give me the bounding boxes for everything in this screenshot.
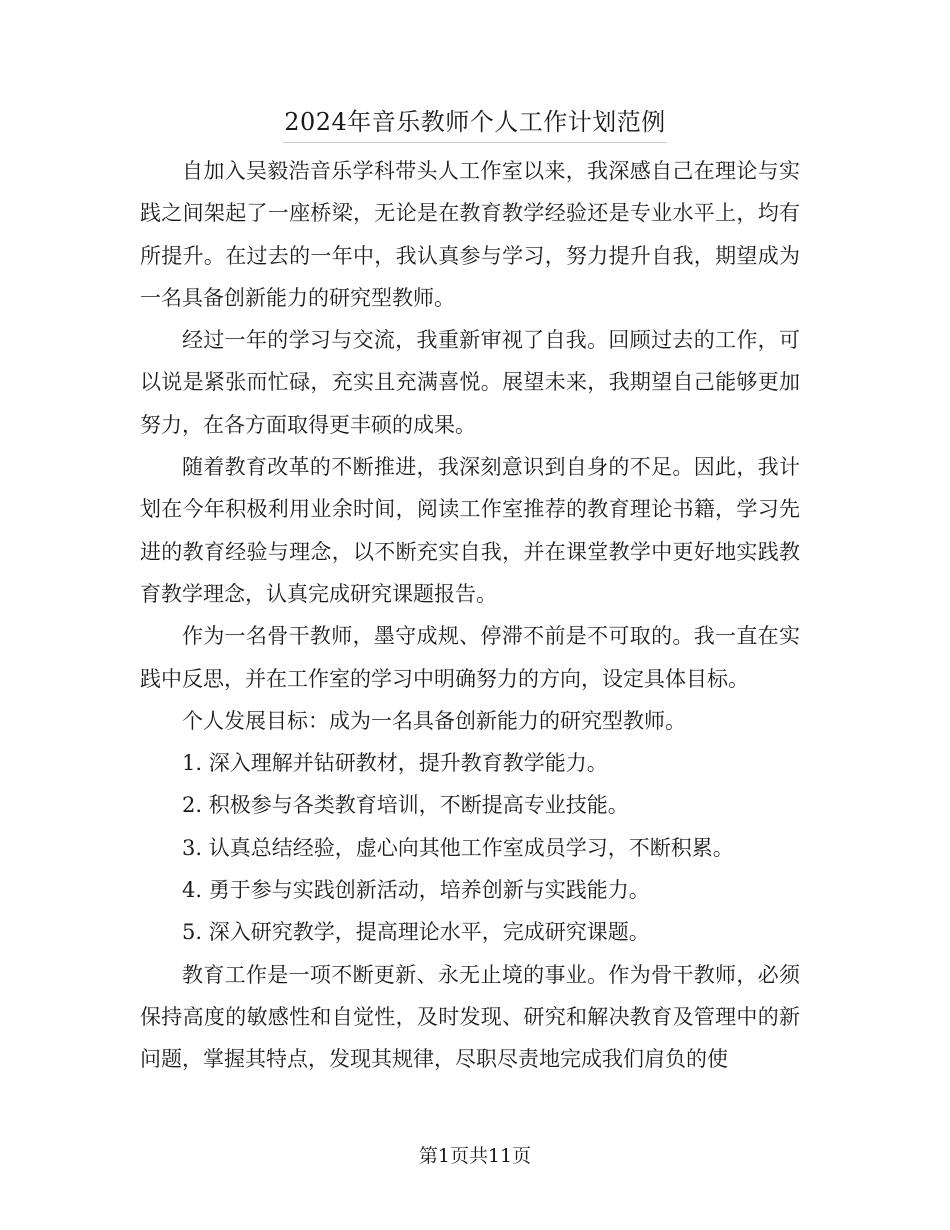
paragraph: 作为一名骨干教师，墨守成规、停滞不前是不可取的。我一直在实践中反思，并在工作室的学习中明确努力的方向，设定具体目标。 [140, 624, 800, 691]
document-body [140, 150, 800, 1081]
paragraph: 自加入吴毅浩音乐学科带头人工作室以来，我深感自己在理论与实践之间架起了一座桥梁，无论是在教育教学经验还是专业水平上，均有所提升。在过去的一年中，我认真参与学习，努力提升自我，期望成为一名具备创新能力的研究型教师。 [140, 159, 800, 310]
paragraph: 随着教育改革的不断推进，我深刻意识到自身的不足。因此，我计划在今年积极利用业余时间，阅读工作室推荐的教育理论书籍，学习先进的教育经验与理念，以不断充实自我，并在课堂教学中更好地实践教育教学理念，认真完成研究课题报告。 [140, 455, 800, 606]
goal-list-item: 5. 深入研究教学，提高理论水平，完成研究课题。 [182, 920, 650, 945]
title-underline [283, 142, 667, 143]
page-indicator: 第1页共11页 [418, 1145, 532, 1167]
goal-list-item: 3. 认真总结经验，虚心向其他工作室成员学习，不断积累。 [182, 835, 734, 860]
paragraph: 经过一年的学习与交流，我重新审视了自我。回顾过去的工作，可以说是紧张而忙碌，充实且充满喜悦。展望未来，我期望自己能够更加努力，在各方面取得更丰硕的成果。 [140, 328, 800, 437]
goal-list-item: 2. 积极参与各类教育培训，不断提高专业技能。 [182, 793, 629, 818]
paragraph: 个人发展目标：成为一名具备创新能力的研究型教师。 [182, 708, 686, 733]
goal-list-item: 4. 勇于参与实践创新活动，培养创新与实践能力。 [182, 878, 650, 903]
document-title: 2024年音乐教师个人工作计划范例 [284, 108, 666, 136]
goal-list-item: 1. 深入理解并钻研教材，提升教育教学能力。 [182, 751, 608, 776]
paragraph: 教育工作是一项不断更新、永无止境的事业。作为骨干教师，必须保持高度的敏感性和自觉性，及时发现、研究和解决教育及管理中的新问题，掌握其特点，发现其规律，尽职尽责地完成我们肩负的使 [140, 962, 800, 1072]
